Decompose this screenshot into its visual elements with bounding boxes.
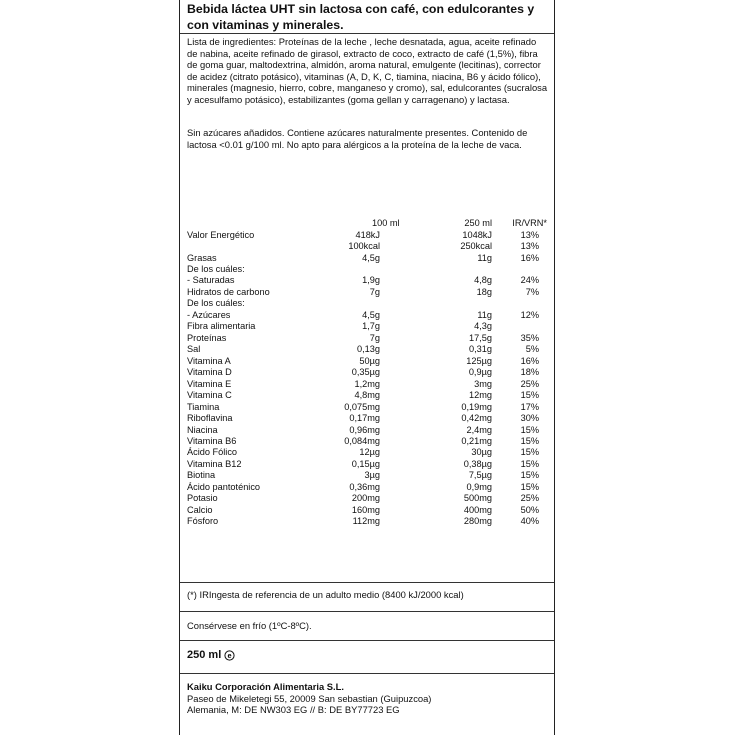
value-250ml: 0,19mg (461, 402, 492, 412)
value-100ml: 0,96mg (349, 425, 380, 435)
table-row (187, 516, 547, 527)
value-250ml: 1048kJ (462, 230, 492, 240)
value-ir: 17% (520, 402, 539, 412)
nutrient-name: Valor Energético (187, 230, 255, 240)
nutrient-name: Vitamina B12 (187, 459, 242, 469)
value-100ml: 4,5g (362, 310, 380, 320)
header-100ml: 100 ml (372, 218, 400, 228)
nutrition-label (179, 0, 555, 735)
table-row (187, 230, 547, 241)
value-250ml: 0,38µg (463, 459, 492, 469)
nutrient-name: Ácido Fólico (187, 447, 238, 457)
sugar-lactose-notice: Sin azúcares añadidos. Contiene azúcares naturalmente presentes. Contenido de lactosa <0.01 g/100 ml. No apto para alérgicos a la proteína de la leche de vaca. (187, 127, 528, 150)
value-250ml: 0,21mg (461, 436, 492, 446)
value-100ml: 50µg (359, 356, 380, 366)
value-ir: 16% (520, 253, 539, 263)
value-ir: 25% (520, 493, 539, 503)
value-250ml: 0,9µg (468, 367, 492, 377)
value-100ml: 4,5g (362, 253, 380, 263)
nutrient-name: Vitamina E (187, 379, 232, 389)
table-row (187, 241, 547, 252)
table-row (187, 390, 547, 401)
value-ir: 15% (520, 436, 539, 446)
value-ir: 16% (520, 356, 539, 366)
value-ir: 13% (520, 241, 539, 251)
nutrient-name: De los cuáles: (187, 264, 245, 274)
value-250ml: 125µg (466, 356, 492, 366)
divider (180, 673, 554, 674)
nutrient-name: Fósforo (187, 516, 219, 526)
value-ir: 7% (525, 287, 539, 297)
value-ir: 50% (520, 505, 539, 515)
value-100ml: 1,2mg (354, 379, 380, 389)
value-250ml: 4,3g (474, 321, 492, 331)
nutrient-name: Vitamina A (187, 356, 231, 366)
header-250ml: 250 ml (464, 218, 492, 228)
reference-intake-note: (*) IRIngesta de referencia de un adulto medio (8400 kJ/2000 kcal) (187, 589, 464, 600)
value-250ml: 7,5µg (468, 470, 492, 480)
value-ir: 12% (520, 310, 539, 320)
value-ir: 15% (520, 425, 539, 435)
nutrient-name: Grasas (187, 253, 217, 263)
volume-value: 250 ml (187, 649, 222, 661)
header-ir: IR/VRN* (512, 218, 547, 228)
table-row (187, 436, 547, 447)
value-250ml: 30µg (471, 447, 492, 457)
table-row (187, 298, 547, 309)
value-ir: 15% (520, 459, 539, 469)
value-100ml: 12µg (359, 447, 380, 457)
value-250ml: 17,5g (469, 333, 492, 343)
value-100ml: 112mg (352, 516, 380, 526)
table-row (187, 367, 547, 378)
table-row (187, 287, 547, 298)
value-ir: 30% (520, 413, 539, 423)
nutrient-name: - Azúcares (187, 310, 231, 320)
nutrient-name: De los cuáles: (187, 298, 245, 308)
value-ir: 15% (520, 470, 539, 480)
product-title: Bebida láctea UHT sin lactosa con café, con edulcorantes y con vitaminas y minerales. (187, 2, 535, 32)
value-100ml: 160mg (351, 505, 380, 515)
value-ir: 35% (520, 333, 539, 343)
divider (180, 582, 554, 583)
value-250ml: 0,42mg (461, 413, 492, 423)
value-250ml: 0,31g (469, 344, 492, 354)
value-100ml: 7g (369, 287, 380, 297)
divider (180, 611, 554, 612)
nutrient-name: Vitamina C (187, 390, 232, 400)
table-row (187, 275, 547, 286)
value-250ml: 18g (476, 287, 492, 297)
table-row (187, 482, 547, 493)
nutrient-name: Ácido pantoténico (187, 482, 261, 492)
nutrient-name: Sal (187, 344, 201, 354)
table-row (187, 425, 547, 436)
table-row (187, 344, 547, 355)
value-ir: 18% (520, 367, 539, 377)
value-250ml: 11g (477, 310, 492, 320)
net-volume (187, 649, 548, 661)
nutrient-name: Potasio (187, 493, 218, 503)
table-row (187, 264, 547, 275)
value-ir: 15% (520, 390, 539, 400)
value-250ml: 500mg (463, 493, 492, 503)
table-row (187, 493, 547, 504)
value-100ml: 0,35µg (351, 367, 380, 377)
svg-text:e: e (227, 650, 232, 660)
storage-instructions: Consérvese en frío (1ºC-8ºC). (187, 620, 312, 631)
table-row (187, 253, 547, 264)
value-250ml: 250kcal (460, 241, 492, 251)
table-row (187, 459, 547, 470)
table-row (187, 447, 547, 458)
table-row (187, 413, 547, 424)
table-row (187, 310, 547, 321)
table-row (187, 333, 547, 344)
nutrient-name: Niacina (187, 425, 218, 435)
value-250ml: 11g (477, 253, 492, 263)
value-250ml: 12mg (469, 390, 492, 400)
value-250ml: 0,9mg (466, 482, 492, 492)
table-row (187, 356, 547, 367)
divider (180, 640, 554, 641)
value-100ml: 0,17mg (349, 413, 380, 423)
table-row (187, 505, 547, 516)
nutrient-name: Vitamina D (187, 367, 232, 377)
value-100ml: 418kJ (355, 230, 380, 240)
table-row (187, 402, 547, 413)
company-name: Kaiku Corporación Alimentaria S.L. (187, 681, 344, 692)
value-100ml: 0,36mg (349, 482, 380, 492)
company-address: Paseo de Mikeletegi 55, 20009 San sebastian (Guipuzcoa) (187, 692, 432, 704)
company-codes: Alemania, M: DE NW303 EG // B: DE BY77723 EG (187, 704, 400, 716)
nutrient-name: Riboflavina (187, 413, 233, 423)
nutrient-name: Tiamina (187, 402, 220, 412)
value-250ml: 400mg (463, 505, 492, 515)
nutrient-name: Biotina (187, 470, 216, 480)
value-ir: 40% (520, 516, 539, 526)
table-row (187, 470, 547, 481)
value-100ml: 1,7g (362, 321, 380, 331)
nutrient-name: Calcio (187, 505, 213, 515)
value-100ml: 0,075mg (344, 402, 380, 412)
estimated-sign-icon (224, 650, 235, 661)
table-row (187, 379, 547, 390)
value-100ml: 4,8mg (354, 390, 380, 400)
divider (180, 33, 554, 34)
nutrient-name: Hidratos de carbono (187, 287, 270, 297)
value-100ml: 3µg (364, 470, 380, 480)
nutrient-name: Vitamina B6 (187, 436, 237, 446)
value-250ml: 280mg (463, 516, 492, 526)
value-ir: 25% (520, 379, 539, 389)
ingredients-list: Lista de ingredientes: Proteínas de la leche , leche desnatada, agua, aceite refinado de nabina, aceite refinado de girasol, extracto de coco, extracto de café (1,5%), fibra de goma guar, maltodextrina, almidón, aroma natural, emulgente (lecitinas), corrector de acidez (citrato potásico), vitaminas (A, D, K, C, tiamina, niacina, B6 y ácido fólico), minerales (magnesio, hierro, cobre, manganeso y cromo), sal, edulcorantes (sucralosa y acesulfamo potásico), estabilizantes (goma gellan y carragenano) y lactasa. (187, 36, 548, 105)
value-100ml: 200mg (351, 493, 380, 503)
table-header (187, 218, 547, 229)
value-100ml: 0,15µg (351, 459, 380, 469)
value-ir: 5% (525, 344, 539, 354)
value-ir: 24% (520, 275, 539, 285)
value-ir: 15% (520, 447, 539, 457)
value-100ml: 0,084mg (344, 436, 380, 446)
nutrient-name: - Saturadas (187, 275, 235, 285)
nutrient-name: Proteínas (187, 333, 227, 343)
value-100ml: 0,13g (357, 344, 380, 354)
value-250ml: 4,8g (474, 275, 492, 285)
value-250ml: 3mg (474, 379, 492, 389)
value-100ml: 7g (369, 333, 380, 343)
value-100ml: 100kcal (348, 241, 380, 251)
nutrient-name: Fibra alimentaria (187, 321, 256, 331)
value-ir: 13% (520, 230, 539, 240)
company-info (187, 681, 548, 716)
value-ir: 15% (520, 482, 539, 492)
value-100ml: 1,9g (362, 275, 380, 285)
value-250ml: 2,4mg (466, 425, 492, 435)
table-row (187, 321, 547, 332)
